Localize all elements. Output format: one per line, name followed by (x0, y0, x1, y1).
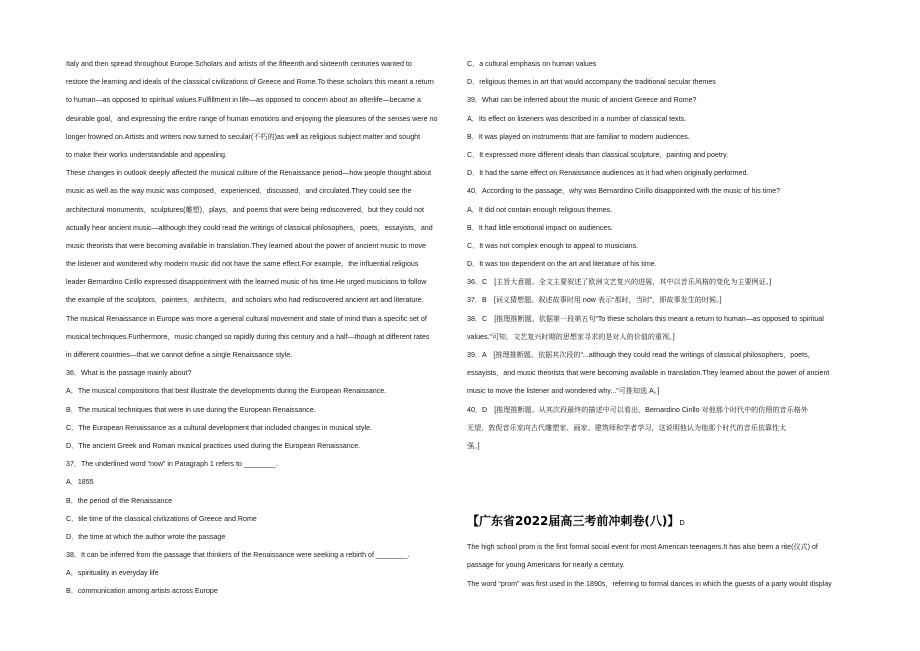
text-line: C．a cultural emphasis on human values (467, 60, 597, 68)
text-line: 39．What can be inferred about the music of ancient Greece and Rome? (467, 96, 697, 105)
text-line: 36．C [主旨大意题。全文主要叙述了欧洲文艺复兴的进展，其中以音乐风格的变化为主要例证。] (467, 278, 772, 287)
text-line: D．The ancient Greek and Roman musical practices used during the European Renaissance. (66, 441, 361, 450)
section-heading-title: 【广东省2022届高三考前冲刺卷(八)】 (467, 514, 680, 529)
text-line: The word “prom” was first used in the 1890s，referring to formal dances in which the guests of a party would display (467, 579, 832, 588)
section-heading (467, 511, 862, 538)
text-line: 37．B [词义猜想题。叙述故事时用 now 表示“那时，当时”，即故事发生的时候。] (467, 296, 722, 305)
text-line: C．It expressed more different ideals than classical sculpture，painting and poetry. (467, 150, 729, 159)
text-line: Italy and then spread throughout Europe.Scholars and artists of the fifteenth and sixteenth centuries wanted to (66, 60, 412, 68)
text-line: 38．It can be inferred from the passage that thinkers of the Renaissance were seeking a rebirth of ________. (66, 551, 410, 560)
text-line: A．The musical compositions that best illustrate the developments during the European Renaissance. (66, 387, 387, 396)
text-line: to human—as opposed to spiritual values.Fulfillment in life—as opposed to concern about an afterlife—became a (66, 96, 421, 105)
text-line: C．It was not complex enough to appeal to musicians. (467, 241, 639, 250)
passage-d-block (467, 538, 862, 593)
text-line: D．It had the same effect on Renaissance audiences as it had when originally performed. (467, 169, 749, 178)
text-line: B．It had little emotional impact on audiences. (467, 223, 613, 232)
text-line: 无望，敦促音乐家向古代雕塑家、画家、建筑师和学者学习，这说明他认为他那个时代的音乐依靠性太 (467, 423, 787, 432)
text-line: restore the learning and ideals of the classical civilizations of Greece and Rome.To these scholars this meant a return (66, 78, 434, 87)
text-line: B．It was played on instruments that are familiar to modern audiences. (467, 132, 690, 141)
text-line: B．the period of the Renaissance (66, 496, 173, 505)
text-line: A．spirituality in everyday life (66, 569, 159, 578)
text-line: C．The European Renaissance as a cultural development that included changes in musical style. (66, 423, 372, 432)
text-line: The musical Renaissance in Europe was more a general cultural movement and state of mind than a specific set of (66, 314, 427, 323)
text-line: 40．According to the passage，why was Bernardino Cirillo disappointed with the music of his time? (467, 187, 781, 196)
section-heading-suffix: D (679, 519, 685, 528)
text-line: in different countries—that we cannot define a single Renaissance style. (66, 351, 293, 359)
text-line: C．tile time of the classical civilizations of Greece and Rome (66, 514, 257, 523)
text-line: B．communication among artists across Europe (66, 587, 218, 596)
text-line: leader Bernardino Cirillo expressed disappointment with the learned music of his time.He urged musicians to follow (66, 278, 427, 287)
text-line: 36．What is the passage mainly about? (66, 369, 192, 378)
text-line: desirable goal，and expressing the entire range of human emotions and enjoying the pleasures of the senses were no (66, 114, 438, 123)
left-column (66, 55, 461, 601)
text-line: musical techniques.Furthermore，music changed so rapidly during this century and a half—though at different rates (66, 332, 430, 341)
text-line: 40．D [推理推断题。从其次段最终的描述中可以看出，Bernardino Cirillo 对他那个时代中的仿照的音乐格外 (467, 405, 808, 414)
text-line: D．religious themes in art that would accompany the traditional secular themes (467, 78, 716, 87)
text-line: D．It was too dependent on the art and literature of his time. (467, 260, 657, 269)
text-line: architectural monuments，sculptures(雕塑)，plays，and poems that were being rediscovered，but they could not (66, 205, 425, 214)
text-line: to make their works understandable and appealing. (66, 150, 227, 159)
text-line: music to move the listener and wondered why...”可推知选 A。] (467, 387, 660, 396)
text-line: 38．C [推理推断题。依据第一段第五句“To these scholars this meant a return to human—as opposed to spiritual (467, 314, 824, 323)
text-line: actually hear ancient music—although they could read the writings of classical philosophers，poets，essayists，and (66, 223, 433, 232)
text-line: These changes in outlook deeply affected the musical culture of the Renaissance period—how people thought about (66, 169, 432, 178)
text-line: 37．The underlined word “now” in Paragraph 1 refers to ________. (66, 460, 278, 469)
text-line: music as well as the way music was composed，experienced，discussed，and circulated.They could see the (66, 187, 412, 196)
text-line: A．It did not contain enough religious themes. (467, 205, 613, 214)
text-line: music theorists that were becoming available in translation.They learned about the power of ancient music to move (66, 241, 427, 250)
answers-block (467, 55, 862, 455)
right-column (467, 55, 862, 593)
text-line: The high school prom is the first formal social event for most American teenagers.It has also been a rite(仪式) of (467, 543, 818, 552)
text-line: A．Its effect on listeners was described in a number of classical texts. (467, 114, 687, 123)
text-line: 强。] (467, 441, 480, 450)
text-line: D．the time at which the author wrote the passage (66, 532, 226, 541)
text-line: longer frowned on.Artists and writers now turned to secular(不朽的)as well as religious subject matter and sought (66, 132, 421, 141)
text-line: B．The musical techniques that were in use during the European Renaissance. (66, 405, 316, 414)
text-line: passage for young Americans for nearly a century. (467, 561, 625, 570)
section-gap (467, 455, 862, 511)
text-line: essayists，and music theorists that were becoming available in translation.They learned about the power of ancient (467, 369, 830, 378)
text-line: the listener and wondered why modern music did not have the same effect.For example，the influential religious (66, 260, 419, 269)
text-line: A．1855 (66, 478, 94, 487)
text-line: 39．A [推理推断题。依据其次段的“...although they could read the writings of classical philosophers，poets， (467, 351, 815, 359)
text-line: values.”可知，文艺复兴时期的思想家寻求的是对人的价值的重视。] (467, 332, 675, 341)
text-line: the example of the sculptors，painters，architects，and scholars who had rediscovered ancient art and literature. (66, 296, 424, 305)
